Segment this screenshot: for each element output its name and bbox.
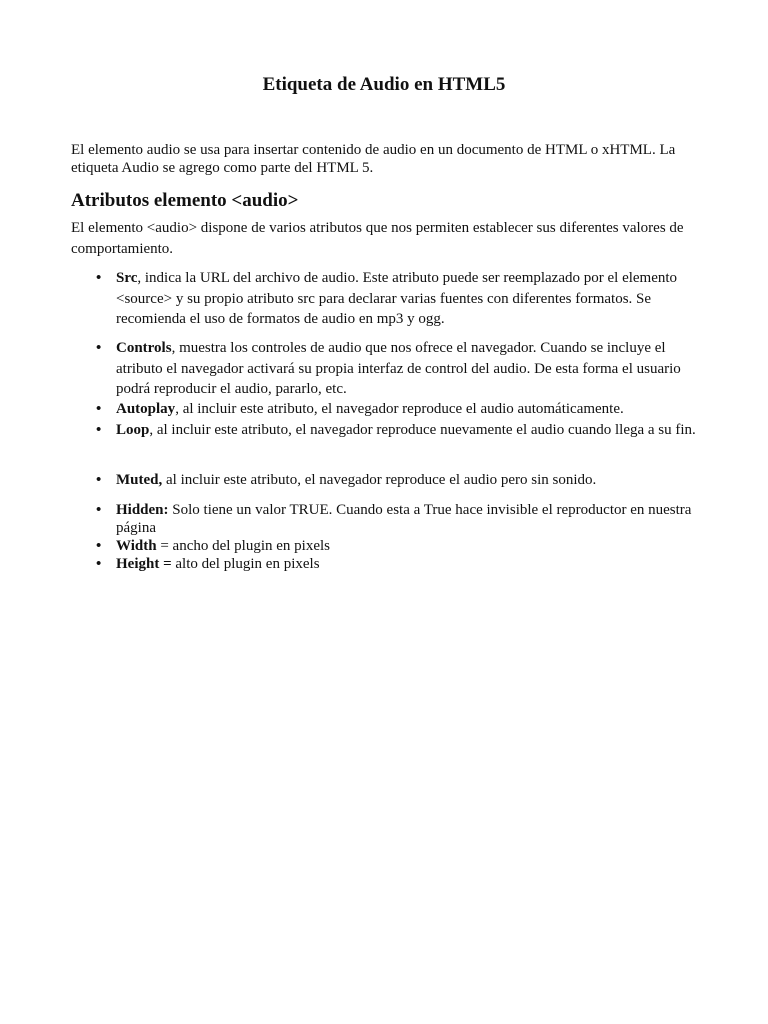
attribute-name: Loop [116, 422, 150, 438]
attribute-description: = ancho del plugin en pixels [156, 538, 331, 554]
bullet-icon: • [96, 340, 102, 356]
attribute-name: Height = [116, 556, 172, 572]
attribute-name: Width [116, 538, 157, 554]
bullet-icon: • [96, 401, 102, 417]
list-item-loop [96, 420, 702, 441]
attribute-description: , muestra los controles de audio que nos ofrece el navegador. Cuando se incluye el atributo el navegador activará su propia interfaz de control del audio. De esta forma el usuario podrá reproducir el audio, pararlo, etc. [116, 340, 681, 397]
attribute-name: Muted, [116, 472, 163, 488]
bullet-icon: • [96, 502, 102, 518]
bullet-icon: • [96, 556, 102, 572]
attribute-description: Solo tiene un valor TRUE. Cuando esta a True hace invisible el reproductor en nuestra página [116, 502, 692, 536]
attribute-description: , al incluir este atributo, el navegador reproduce el audio automáticamente. [175, 401, 624, 417]
list-item-width [96, 537, 702, 555]
section-description: El elemento <audio> dispone de varios atributos que nos permiten establecer sus diferentes valores de comportamiento. [71, 220, 684, 257]
attribute-name: Src [116, 270, 138, 286]
document-title: Etiqueta de Audio en HTML5 [262, 74, 506, 95]
bullet-icon: • [96, 270, 102, 286]
attribute-name: Autoplay [116, 401, 176, 417]
attribute-description: alto del plugin en pixels [171, 556, 320, 572]
attribute-description: al incluir este atributo, el navegador reproduce el audio pero sin sonido. [162, 472, 597, 488]
attribute-description: , indica la URL del archivo de audio. Este atributo puede ser reemplazado por el elemento <source> y su propio atributo src para declarar varias fuentes con diferentes formatos. Se recomienda el uso de formatos de audio en mp3 y ogg. [116, 270, 678, 327]
bullet-icon: • [96, 538, 102, 554]
list-item-controls [96, 338, 702, 400]
attribute-name: Hidden: [116, 502, 169, 518]
intro-paragraph: El elemento audio se usa para insertar contenido de audio en un documento de HTML o xHTML. La etiqueta Audio se agrego como parte del HTML 5. [71, 142, 676, 176]
section-heading: Atributos elemento <audio> [71, 190, 299, 211]
list-item-autoplay [96, 399, 702, 420]
attribute-description: , al incluir este atributo, el navegador reproduce nuevamente el audio cuando llega a su fin. [149, 422, 696, 438]
attribute-name: Controls [116, 340, 172, 356]
bullet-icon: • [96, 422, 102, 438]
list-item-muted [96, 470, 702, 491]
list-item-src [96, 268, 702, 330]
list-item-height [96, 555, 702, 573]
list-item-hidden [96, 501, 702, 537]
bullet-icon: • [96, 472, 102, 488]
